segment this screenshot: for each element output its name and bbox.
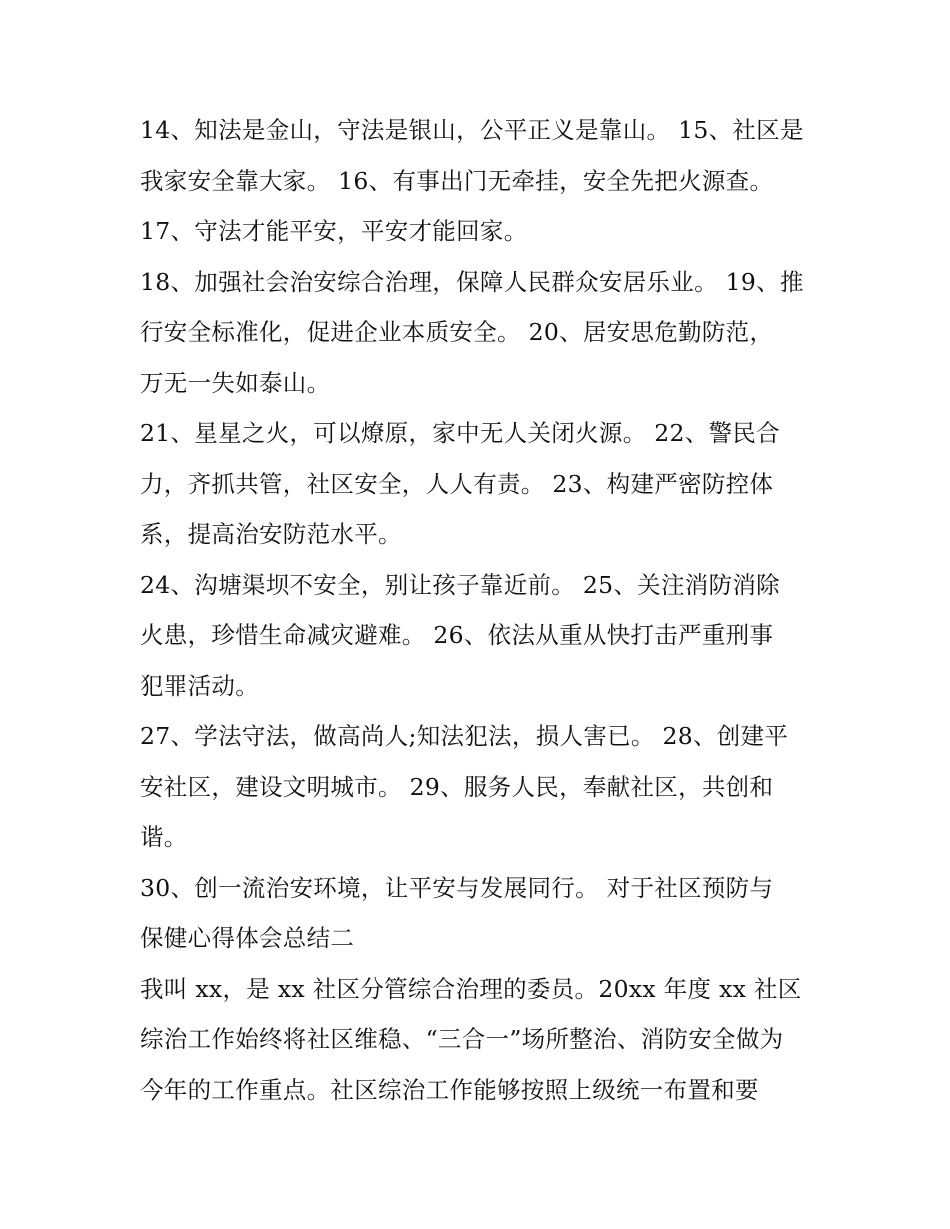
text-line: 30、创一流治安环境，让平安与发展同行。 对于社区预防与 (140, 873, 774, 902)
text-line: 17、守法才能平安，平安才能回家。 (140, 217, 528, 245)
text-line: 综治工作始终将社区维稳、“三合一”场所整治、消防安全做为 (140, 1025, 784, 1053)
text-line: 今年的工作重点。社区综治工作能够按照上级统一布置和要 (140, 1075, 759, 1104)
text-line: 27、学法守法，做高尚人;知法犯法，损人害已。 28、创建平 (140, 722, 789, 750)
text-line: 行安全标准化，促进企业本质安全。 20、居安思危勤防范， (140, 318, 774, 346)
text-line: 安社区，建设文明城市。 29、服务人民，奉献社区，共创和 (140, 772, 774, 801)
text-line: 系，提高治安防范水平。 (140, 520, 402, 548)
text-line: 18、加强社会治安综合治理，保障人民群众安居乐业。 19、推 (140, 267, 804, 296)
text-line: 万无一失如泰山。 (140, 368, 331, 397)
text-line: 我家安全靠大家。 16、有事出门无牵挂，安全先把火源查。 (140, 166, 774, 195)
text-line: 24、沟塘渠坝不安全，别让孩子靠近前。 25、关注消防消除 (140, 570, 780, 599)
text-line: 14、知法是金山，守法是银山，公平正义是靠山。 15、社区是 (140, 116, 804, 144)
text-line: 力，齐抓共管，社区安全，人人有责。 23、构建严密防控体 (140, 469, 774, 498)
text-line: 火患，珍惜生命减灾避难。 26、依法从重从快打击严重刑事 (140, 621, 774, 649)
text-line: 谐。 (140, 823, 188, 851)
text-line: 犯罪活动。 (140, 671, 259, 700)
text-line: 保健心得体会总结二 (140, 924, 355, 952)
text-line: 我叫 xx，是 xx 社区分管综合治理的委员。20xx 年度 xx 社区 (140, 974, 802, 1003)
text-line: 21、星星之火，可以燎原，家中无人关闭火源。 22、警民合 (140, 419, 780, 447)
